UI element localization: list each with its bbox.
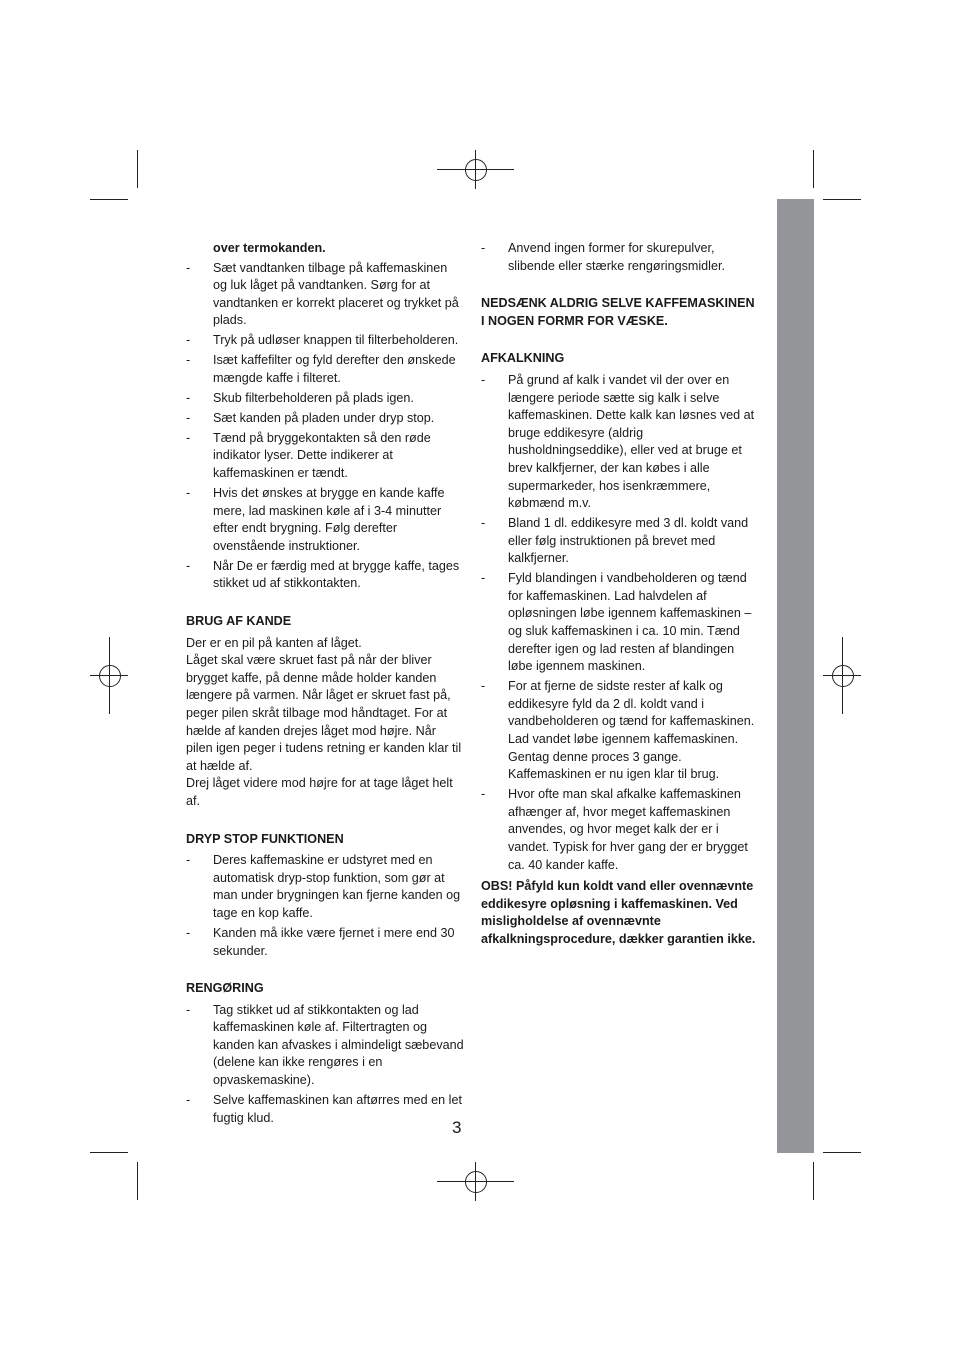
list-item-text: Sæt kanden på pladen under dryp stop. (213, 410, 435, 425)
dash-bullet: - (186, 353, 191, 368)
page-number: 3 (452, 1118, 462, 1137)
dash-bullet: - (186, 333, 191, 348)
list-item (186, 260, 464, 330)
crop-mark (137, 150, 138, 188)
section-heading-afkalkning: AFKALKNING (481, 351, 565, 366)
rengoring-list (186, 1002, 464, 1128)
list-item (186, 1092, 464, 1127)
section-heading-rengoring: RENGØRING (186, 981, 264, 996)
list-item (186, 558, 464, 593)
list-item (481, 515, 759, 568)
side-tab-bar (777, 199, 814, 1153)
dash-bullet: - (186, 390, 191, 405)
list-item-text: Sæt vandtanken tilbage på kaffemaskinen og luk låget på vandtanken. Sørg for at vandtanken er korrekt placeret og trykket på plads. (213, 260, 459, 328)
brug-paragraph: Låget skal være skruet fast på når der bliver brygget kaffe, på denne måde holder kanden længere på varmen. Når låget er skruet fast på, peger pilen skråt tilbage mod håndtaget. For at hælde af kanden drejes låget mod højre. Når pilen igen peger i tudens retning er kanden klar til at hælde af. (186, 653, 462, 773)
crop-mark (813, 150, 814, 188)
list-item (186, 852, 464, 922)
list-item-text: Bland 1 dl. eddikesyre med 3 dl. koldt vand eller følg instruktionen på brevet med kalkfjerner. (508, 516, 749, 566)
list-item-text: Tryk på udløser knappen til filterbeholderen. (213, 333, 459, 348)
list-item-text: Isæt kaffefilter og fyld derefter den ønskede mængde kaffe i filteret. (213, 353, 456, 385)
dash-bullet: - (481, 372, 486, 387)
list-item (481, 786, 759, 874)
list-item-text: Anvend ingen former for skurepulver, slibende eller stærke rengøringsmidler. (508, 241, 725, 273)
dash-bullet: - (186, 410, 191, 425)
list-item (186, 390, 464, 408)
crop-mark (823, 1152, 861, 1153)
list-item-text: Fyld blandingen i vandbeholderen og tænd for kaffemaskinen. Lad halvdelen af opløsningen løbe igennem kaffemaskinen – og sluk kaffemaskinen i ca. 10 min. Tænd derefter igen og lad resten af blandingen løbe igennem maskinen. (508, 571, 752, 674)
registration-mark-bottom-circle (465, 1171, 487, 1193)
dash-bullet: - (186, 853, 191, 868)
section-heading-brug: BRUG AF KANDE (186, 614, 292, 629)
right-column (481, 240, 759, 949)
list-item-text: Deres kaffemaskine er udstyret med en automatisk dryp-stop funktion, som gør at man under brygningen kan fjerne kanden og tage en kop kaffe. (213, 853, 461, 920)
obs-note: OBS! Påfyld kun koldt vand eller ovennævnte eddikesyre opløsning i kaffemaskinen. Ved misligholdelse af ovennævnte afkalkningsprocedure, dækker garantien ikke. (481, 879, 756, 946)
dash-bullet: - (186, 486, 191, 501)
list-item (481, 240, 759, 275)
brug-paragraph: Der er en pil på kanten af låget. (186, 635, 362, 650)
dash-bullet: - (186, 925, 191, 940)
list-item (481, 678, 759, 784)
list-item-text: Kanden må ikke være fjernet i mere end 30 sekunder. (213, 925, 455, 958)
registration-mark-left-circle (99, 665, 121, 687)
cleaning-caution-list (481, 240, 759, 275)
list-item-text: Selve kaffemaskinen kan aftørres med en let fugtig klud. (213, 1093, 462, 1125)
immersion-warning: NEDSÆNK ALDRIG SELVE KAFFEMASKINEN I NOGEN FORMR FOR VÆSKE. (481, 296, 755, 328)
list-item-text: Når De er færdig med at brygge kaffe, tages stikket ud af stikkontakten. (213, 558, 460, 591)
list-item (481, 372, 759, 513)
dash-bullet: - (186, 558, 191, 573)
list-item (186, 430, 464, 483)
registration-mark-right-circle (832, 665, 854, 687)
crop-mark (90, 199, 128, 200)
crop-mark (137, 1162, 138, 1200)
list-item (186, 332, 464, 350)
list-item (481, 570, 759, 676)
dash-bullet: - (481, 571, 486, 586)
dash-bullet: - (186, 260, 191, 275)
list-item (186, 1002, 464, 1090)
list-item (186, 410, 464, 428)
list-item-text: Tag stikket ud af stikkontakten og lad kaffemaskinen køle af. Filtertragten og kanden kan afvaskes i almindeligt sæbevand (delene kan ikke rengøres i en opvaskemaskine). (213, 1002, 464, 1088)
dash-bullet: - (186, 1093, 191, 1108)
list-item-text: Hvor ofte man skal afkalke kaffemaskinen afhænger af, hvor meget kaffemaskinen anvendes, og hvor meget kalk der er i vandet. Typisk for hver gang der er brygget ca. 40 kander kaffe. (508, 787, 748, 872)
list-item (186, 485, 464, 555)
list-item (186, 925, 464, 960)
list-item (186, 352, 464, 387)
dash-bullet: - (481, 516, 486, 531)
crop-mark (90, 1152, 128, 1153)
list-item-text: For at fjerne de sidste rester af kalk og eddikesyre fyld da 2 dl. koldt vand i vandbeholderen og tænd for kaffemaskinen. Lad vandet løbe igennem kaffemaskinen. Gentag denne proces 3 gange. Kaffemaskinen er nu igen klar til brug. (508, 679, 755, 782)
dash-bullet: - (186, 430, 191, 445)
dash-bullet: - (186, 1002, 191, 1017)
brug-paragraph: Drej låget videre mod højre for at tage låget helt af. (186, 776, 453, 808)
left-column (186, 240, 464, 1130)
afkalkning-list (481, 372, 759, 874)
list-item-text: Tænd på bryggekontakten så den røde indikator lyser. Dette indikerer at kaffemaskinen er tændt. (213, 430, 431, 481)
list-item-text: Hvis det ønskes at brygge en kande kaffe mere, lad maskinen køle af i 3-4 minutter efter endt brygning. Følg derefter ovenstående instruktioner. (213, 486, 445, 553)
brug-text (186, 635, 464, 811)
dash-bullet: - (481, 679, 486, 694)
crop-mark (813, 1162, 814, 1200)
dash-bullet: - (481, 241, 486, 255)
section-heading-dryp: DRYP STOP FUNKTIONEN (186, 831, 344, 846)
dryp-list (186, 852, 464, 960)
dash-bullet: - (481, 787, 486, 802)
list-item-text: Skub filterbeholderen på plads igen. (213, 390, 414, 405)
list-item-text: På grund af kalk i vandet vil der over en længere periode sætte sig kalk i selve kaffemaskinen. Dette kalk kan løsnes ved at bruge eddikesyre (aldrig husholdningseddike), eller ved at bruge et brev kalkfjerner, der kan købes i alle supermarkeder, hos isenkræmmere, købmænd m.v. (508, 372, 755, 511)
registration-mark-top-circle (465, 159, 487, 181)
lead-text: over termokanden. (213, 241, 326, 255)
crop-mark (823, 199, 861, 200)
intro-list (186, 260, 464, 593)
